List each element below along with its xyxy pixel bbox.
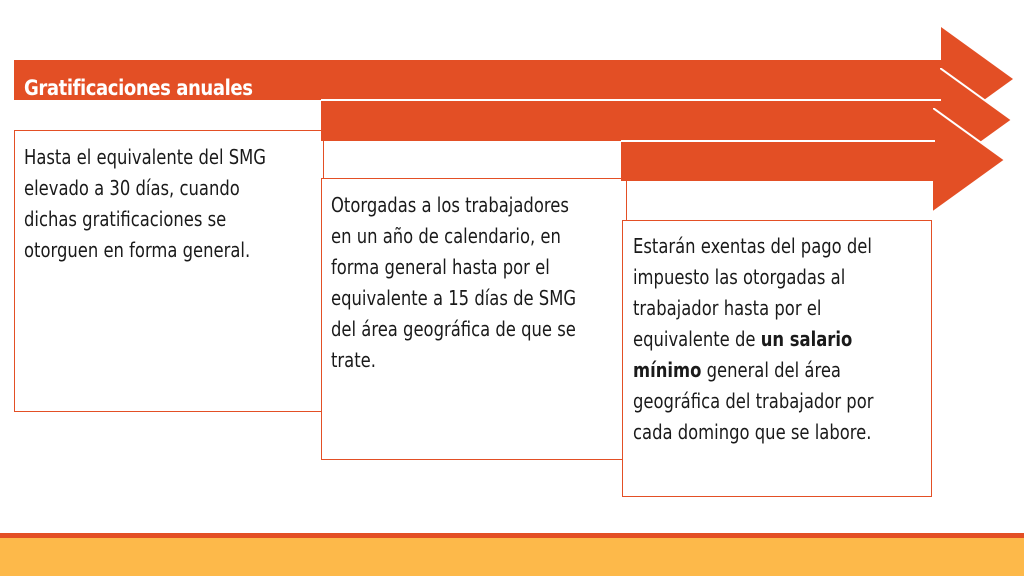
step-3-bold-text: un salario xyxy=(760,327,853,351)
step-3-line: impuesto las otorgadas al xyxy=(633,265,846,289)
step-title-2: Primas vacacionales y PTU xyxy=(331,139,592,163)
bar-divider xyxy=(321,99,941,101)
step-3-bold-text: mínimo xyxy=(633,358,702,382)
step-2-line: Otorgadas a los trabajadores xyxy=(331,193,569,217)
step-1-line: Hasta el equivalente del SMG xyxy=(24,145,267,169)
bar-divider xyxy=(621,140,935,142)
step-3-line: Estarán exentas del pago del xyxy=(633,234,872,258)
step-2-line: forma general hasta por el xyxy=(331,255,550,279)
footer-band xyxy=(0,538,1024,576)
step-title-3: Primas dominicales xyxy=(631,180,822,204)
step-3-line: trabajador hasta por el xyxy=(633,296,822,320)
arrow-head-icon xyxy=(933,108,1005,212)
arrow-band xyxy=(621,141,937,181)
step-text-3 xyxy=(633,231,873,448)
step-1-line: otorguen en forma general. xyxy=(24,238,251,262)
step-title-1: Gratificaciones anuales xyxy=(24,76,253,100)
step-1-line: dichas gratificaciones se xyxy=(24,207,227,231)
step-2-line: del área geográfica de que se xyxy=(331,317,576,341)
step-text-1 xyxy=(24,142,266,266)
step-3-text: general del área xyxy=(701,358,841,382)
step-3-line: geográfica del trabajador por xyxy=(633,389,874,413)
step-text-2 xyxy=(331,190,576,376)
step-2-line: equivalente a 15 días de SMG xyxy=(331,286,577,310)
step-2-line: en un año de calendario, en xyxy=(331,224,561,248)
step-3-line: cada domingo que se labore. xyxy=(633,420,872,444)
step-1-line: elevado a 30 días, cuando xyxy=(24,176,240,200)
step-3-text: equivalente de xyxy=(633,327,761,351)
step-2-line: trate. xyxy=(331,348,376,372)
step-3-line xyxy=(633,324,873,355)
step-3-line xyxy=(633,355,873,386)
